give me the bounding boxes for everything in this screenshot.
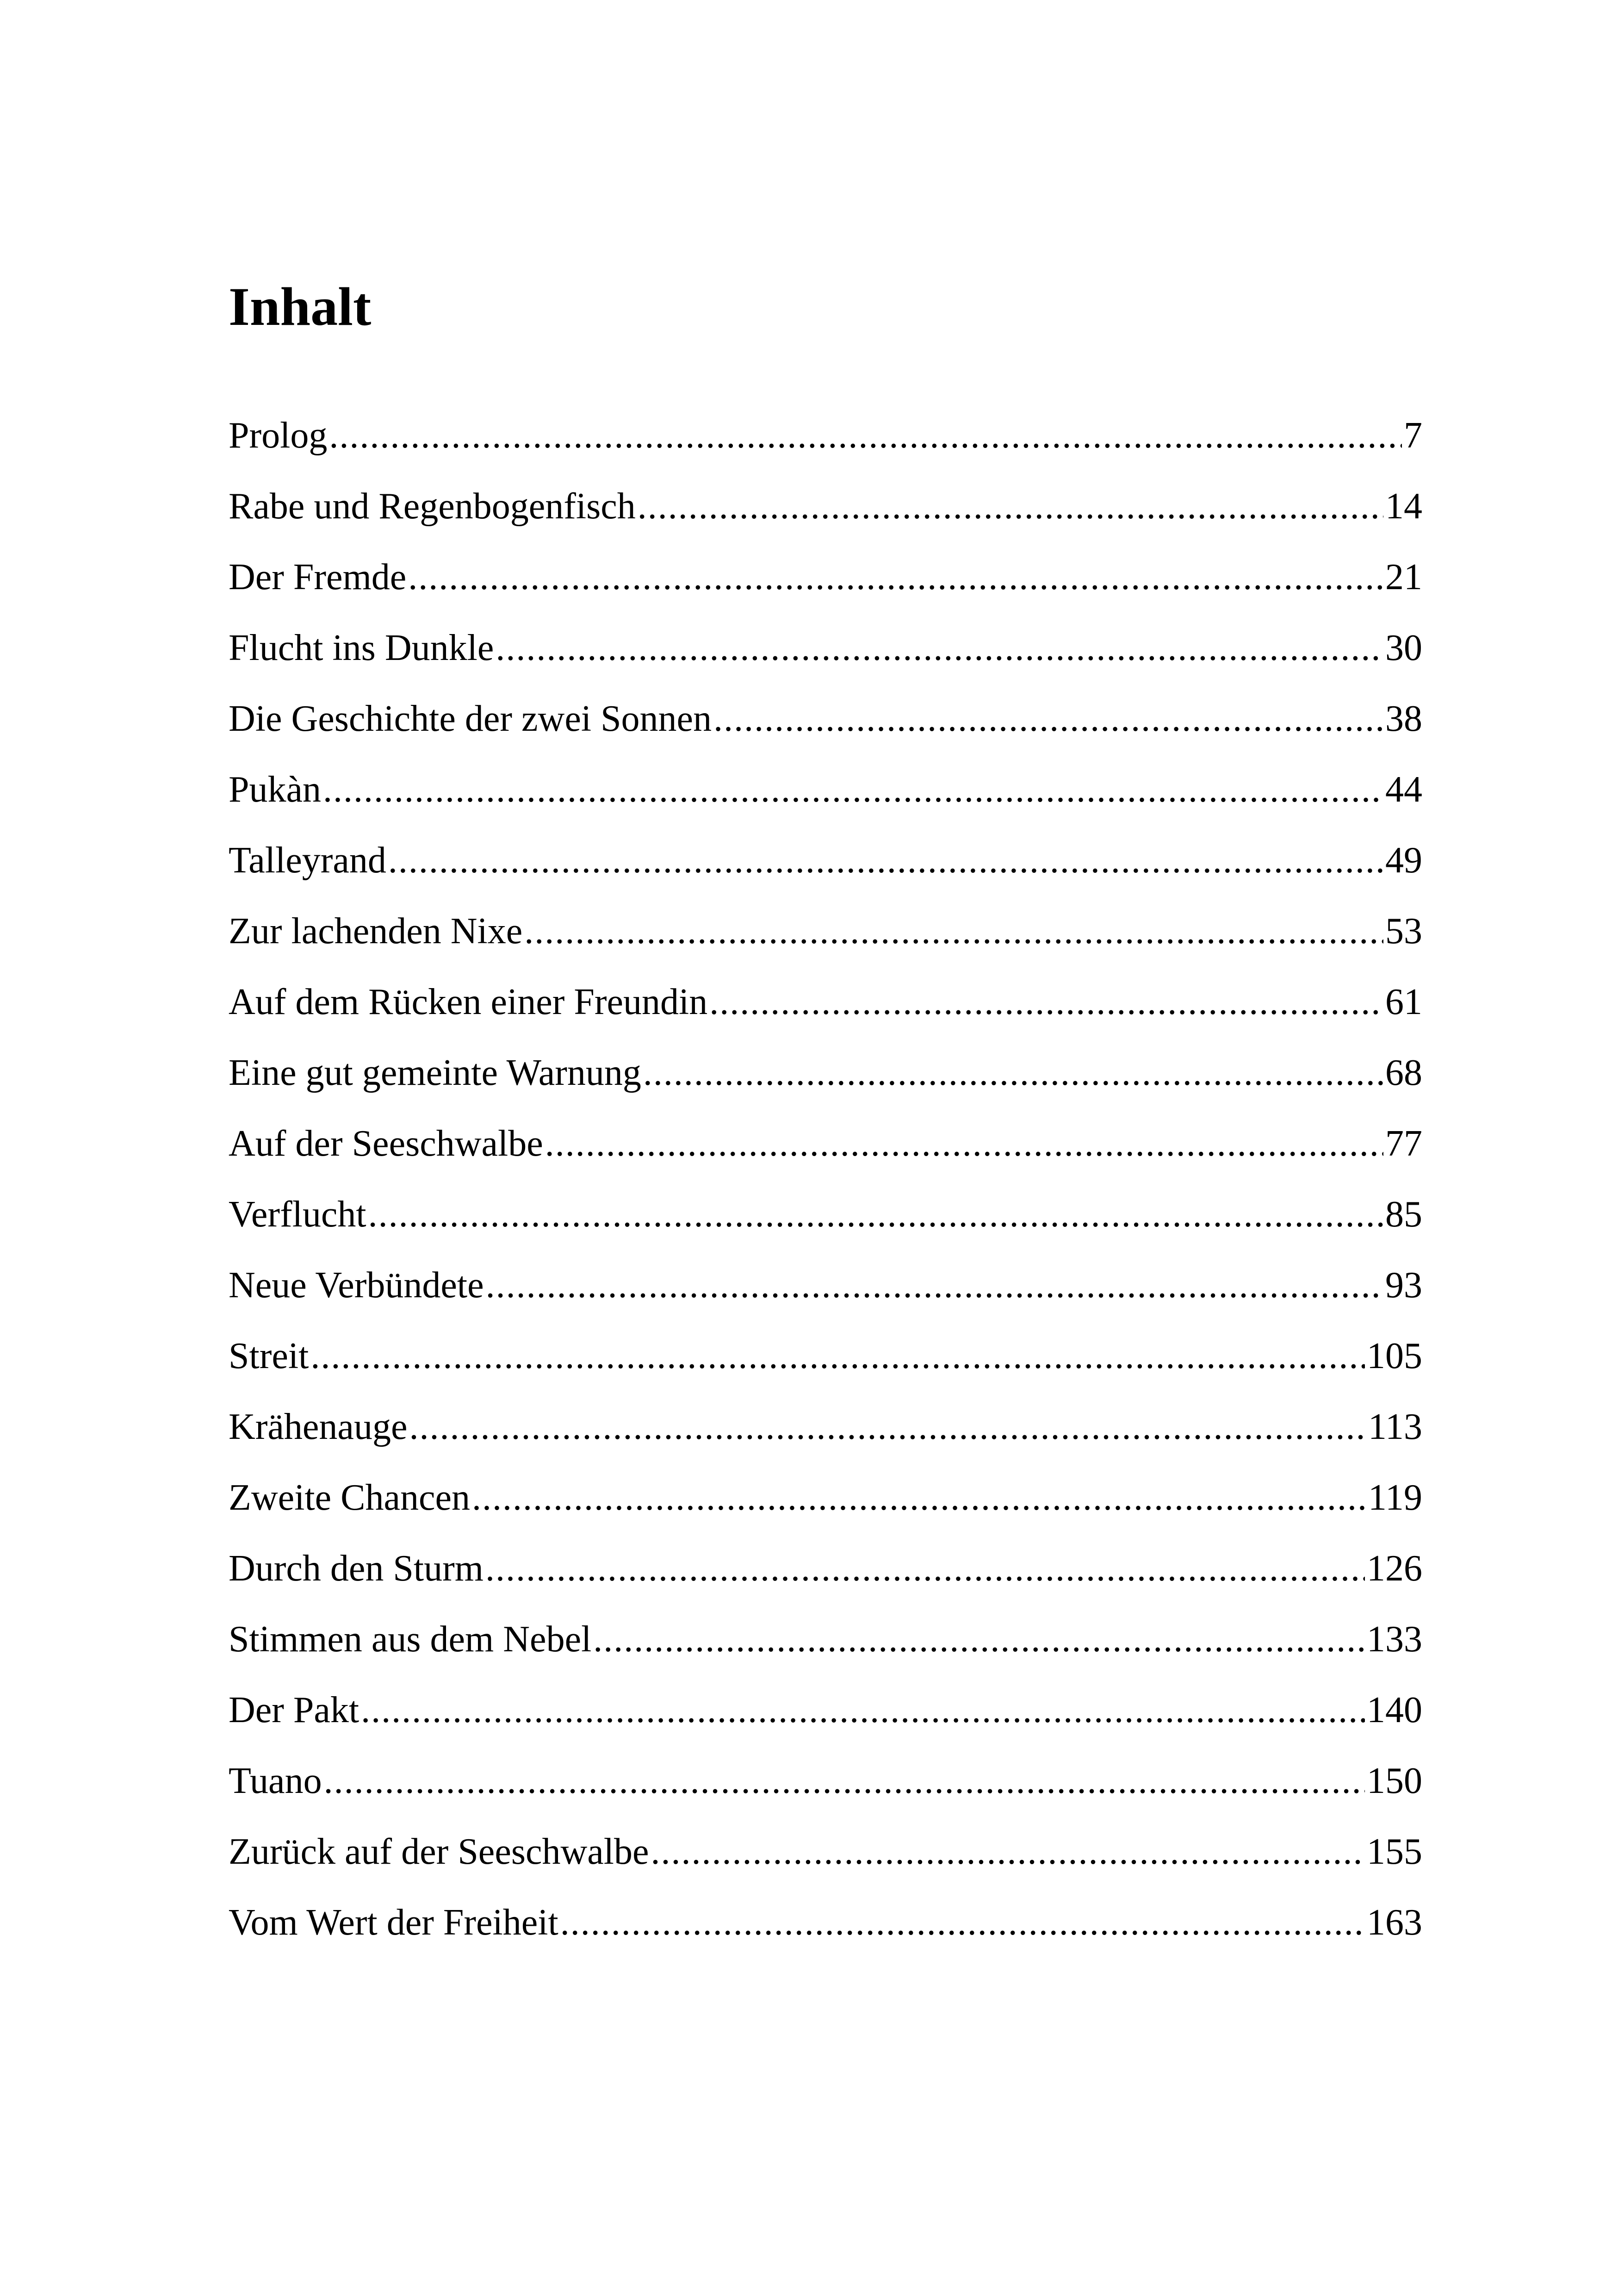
toc-entry-page: 7 — [1404, 415, 1422, 456]
toc-entry-page: 113 — [1368, 1406, 1422, 1447]
toc-entry-title: Flucht ins Dunkle — [229, 628, 494, 668]
toc-entry-page: 44 — [1385, 769, 1422, 810]
toc-entry-page: 38 — [1385, 698, 1422, 739]
toc-entry-page: 85 — [1385, 1194, 1422, 1235]
toc-entry-title: Talleyrand — [229, 840, 386, 881]
toc-entry[interactable] — [229, 1475, 1422, 1546]
toc-entry[interactable] — [229, 767, 1422, 838]
toc-entry[interactable] — [229, 838, 1422, 909]
toc-dot-leader — [651, 1829, 1365, 1874]
toc-entry[interactable] — [229, 413, 1422, 484]
toc-entry-title: Der Fremde — [229, 557, 407, 597]
toc-entry-title: Krähenauge — [229, 1406, 408, 1447]
toc-entry[interactable] — [229, 1405, 1422, 1475]
toc-entry[interactable] — [229, 1900, 1422, 1971]
toc-entry-title: Die Geschichte der zwei Sonnen — [229, 698, 712, 739]
toc-entry[interactable] — [229, 697, 1422, 767]
toc-entry-page: 61 — [1385, 982, 1422, 1022]
toc-entry-title: Zurück auf der Seeschwalbe — [229, 1831, 649, 1872]
toc-entry-page: 49 — [1385, 840, 1422, 881]
toc-dot-leader — [472, 1475, 1366, 1520]
toc-entry-page: 133 — [1367, 1619, 1422, 1660]
toc-entry-title: Prolog — [229, 415, 328, 456]
toc-entry[interactable] — [229, 1121, 1422, 1192]
toc-entry-title: Pukàn — [229, 769, 321, 810]
toc-dot-leader — [323, 767, 1383, 812]
toc-entry-title: Tuano — [229, 1761, 322, 1801]
toc-entry[interactable] — [229, 1051, 1422, 1121]
toc-dot-leader — [496, 626, 1383, 670]
toc-entry-page: 14 — [1385, 486, 1422, 527]
toc-entry[interactable] — [229, 1829, 1422, 1900]
page-title: Inhalt — [229, 276, 372, 337]
toc-dot-leader — [709, 980, 1383, 1024]
toc-dot-leader — [361, 1688, 1365, 1732]
toc-entry-title: Zur lachenden Nixe — [229, 911, 523, 952]
toc-entry-title: Verflucht — [229, 1194, 366, 1235]
toc-entry-page: 126 — [1367, 1548, 1422, 1589]
toc-entry-page: 93 — [1385, 1265, 1422, 1306]
toc-entry[interactable] — [229, 909, 1422, 980]
toc-dot-leader — [329, 413, 1402, 458]
toc-entry-page: 150 — [1367, 1761, 1422, 1801]
toc-entry[interactable] — [229, 980, 1422, 1051]
toc-entry[interactable] — [229, 626, 1422, 697]
toc-dot-leader — [486, 1263, 1383, 1307]
toc-dot-leader — [638, 484, 1383, 529]
toc-dot-leader — [560, 1900, 1365, 1945]
toc-entry-title: Neue Verbündete — [229, 1265, 484, 1306]
toc-dot-leader — [485, 1546, 1365, 1591]
toc-entry-page: 30 — [1385, 628, 1422, 668]
toc-entry-page: 140 — [1367, 1690, 1422, 1730]
toc-entry-page: 155 — [1367, 1831, 1422, 1872]
toc-dot-leader — [310, 1334, 1365, 1378]
toc-entry[interactable] — [229, 1263, 1422, 1334]
toc-entry-page: 68 — [1385, 1052, 1422, 1093]
toc-entry-title: Durch den Sturm — [229, 1548, 484, 1589]
toc-entry-title: Stimmen aus dem Nebel — [229, 1619, 592, 1660]
toc-dot-leader — [388, 838, 1383, 883]
toc-entry-page: 163 — [1367, 1902, 1422, 1943]
toc-entry[interactable] — [229, 484, 1422, 555]
toc-entry[interactable] — [229, 1546, 1422, 1617]
toc-dot-leader — [324, 1759, 1365, 1803]
toc-dot-leader — [368, 1192, 1383, 1237]
toc-entry-title: Auf dem Rücken einer Freundin — [229, 982, 708, 1022]
toc-dot-leader — [409, 1405, 1366, 1449]
toc-dot-leader — [408, 555, 1383, 599]
toc-entry-title: Streit — [229, 1336, 309, 1376]
toc-entry-page: 119 — [1368, 1477, 1422, 1518]
toc-entry-page: 53 — [1385, 911, 1422, 952]
toc-entry[interactable] — [229, 1192, 1422, 1263]
toc-entry[interactable] — [229, 1334, 1422, 1405]
toc-entry-title: Zweite Chancen — [229, 1477, 470, 1518]
toc-entry-page: 105 — [1367, 1336, 1422, 1376]
toc-dot-leader — [643, 1051, 1383, 1095]
toc-entry-title: Eine gut gemeinte Warnung — [229, 1052, 641, 1093]
toc-dot-leader — [713, 697, 1383, 741]
toc-dot-leader — [593, 1617, 1365, 1661]
table-of-contents — [229, 413, 1422, 1971]
toc-dot-leader — [524, 909, 1383, 953]
toc-entry-title: Vom Wert der Freiheit — [229, 1902, 558, 1943]
toc-entry[interactable] — [229, 1688, 1422, 1759]
toc-dot-leader — [545, 1121, 1383, 1166]
toc-entry[interactable] — [229, 555, 1422, 626]
toc-entry-page: 21 — [1385, 557, 1422, 597]
toc-entry[interactable] — [229, 1759, 1422, 1829]
toc-entry-title: Auf der Seeschwalbe — [229, 1123, 543, 1164]
toc-entry-title: Rabe und Regenbogenfisch — [229, 486, 636, 527]
toc-entry-page: 77 — [1385, 1123, 1422, 1164]
toc-entry-title: Der Pakt — [229, 1690, 360, 1730]
toc-entry[interactable] — [229, 1617, 1422, 1688]
